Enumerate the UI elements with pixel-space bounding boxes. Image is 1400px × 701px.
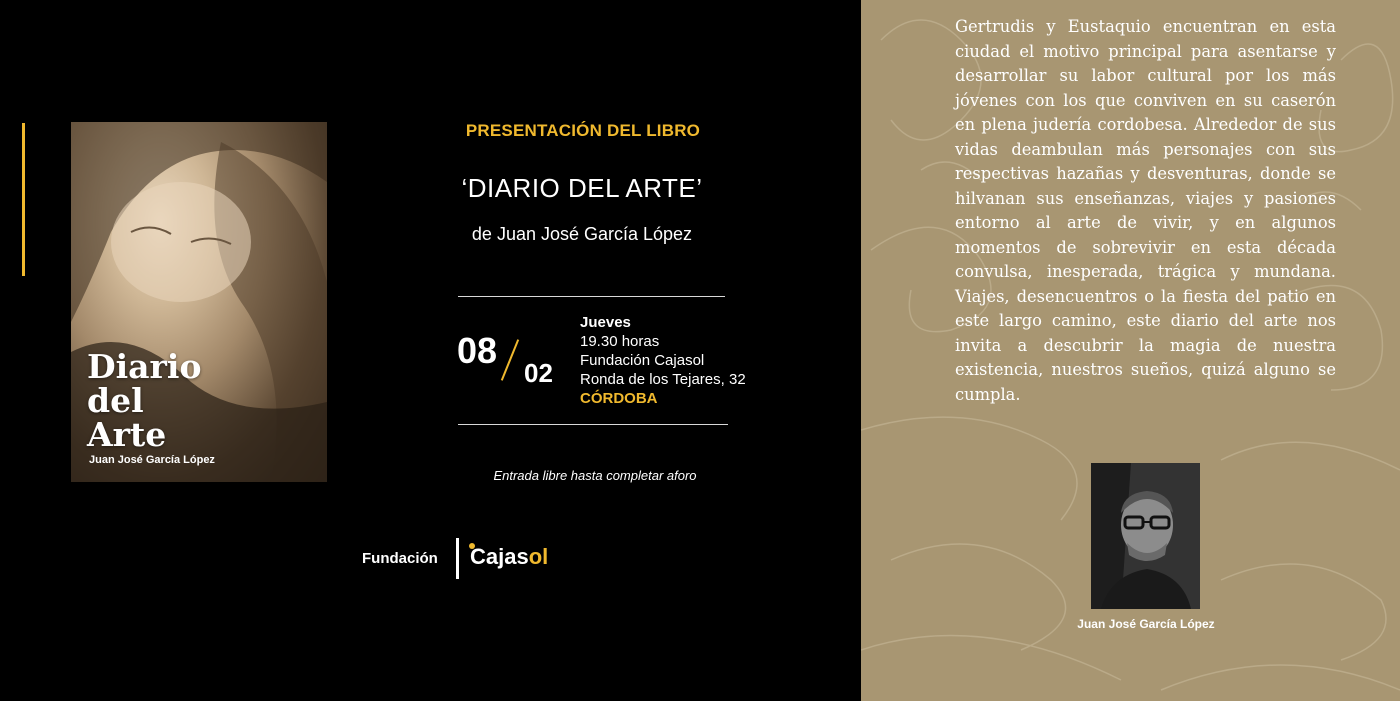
event-venue: Fundación Cajasol [580, 352, 705, 369]
event-day: 08 [457, 330, 498, 371]
sponsor-foundation-word: Fundación [362, 550, 438, 567]
event-weekday: Jueves [580, 314, 631, 331]
event-time: 19.30 horas [580, 333, 660, 350]
event-details [580, 313, 746, 408]
event-address: Ronda de los Tejares, 32 [580, 371, 746, 388]
cover-title: Diario del Arte [87, 347, 202, 454]
book-cover [71, 122, 327, 482]
book-byline: de Juan José García López [471, 224, 693, 244]
sponsor-divider [456, 538, 459, 579]
author-photo [1091, 463, 1200, 609]
sponsor-logo: Cajasol [470, 544, 549, 569]
entrance-note: Entrada libre hasta completar aforo [493, 468, 697, 483]
author-portrait-art [1091, 463, 1200, 609]
cover-author: Juan José García López [89, 454, 215, 466]
author-photo-caption: Juan José García López [1077, 617, 1215, 631]
divider-top [458, 296, 725, 297]
event-city: CÓRDOBA [580, 390, 658, 407]
book-title: ‘DIARIO DEL ARTE’ [461, 173, 703, 203]
synopsis-text: Gertrudis y Eustaquio encuentran en esta ciudad el motivo principal para asentarse y desarrollar su labor cultural por los más jóvenes con los que conviven en su caserón en plena judería cordobesa. Alrededor de sus vidas deambulan más personajes con sus respectivas hazañas y desventuras, donde se hilvanan sus enseñanzas, viajes y pasiones entorno al arte de vivir, y en algunos momentos de sobrevivir en esta década convulsa, inesperada, trágica y mundana. Viajes, desencuentros o la fiesta del patio en este largo camino, este diario del arte nos invita a descubrir la magia de nuestra existencia, nuestros sueños, quizá alguno se cumpla. [955, 17, 1336, 404]
presentation-label: PRESENTACIÓN DEL LIBRO [465, 121, 701, 140]
accent-bar [22, 123, 25, 276]
divider-bottom [458, 424, 728, 425]
event-month: 02 [524, 358, 553, 388]
